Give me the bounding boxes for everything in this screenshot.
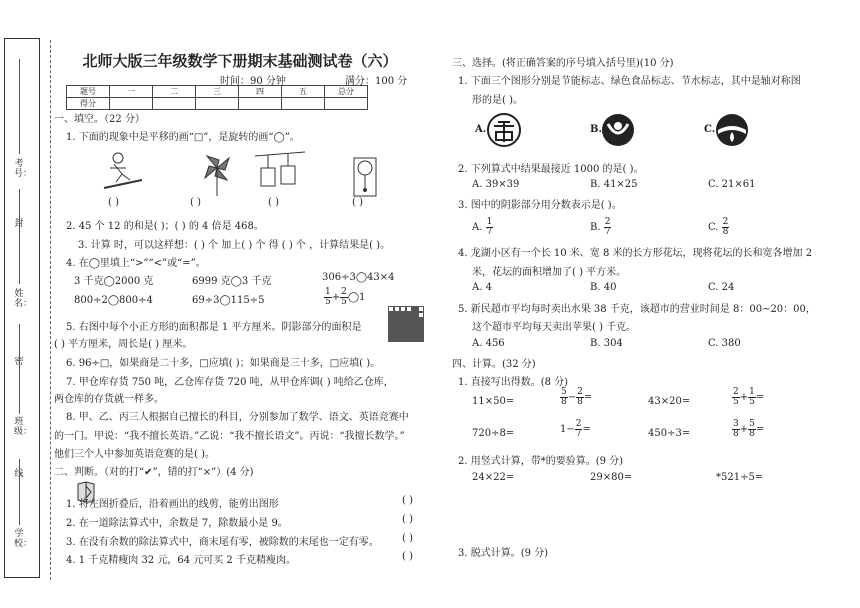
s1-q6: 6. 96÷□，如果商是二十多，□应填( )；如果商是三十多，□应填( )。 (66, 358, 381, 369)
s1-q7b: 两仓库的存货就一样多。 (54, 394, 164, 405)
q3-opt-a: A. $\frac{1}{7}$ (472, 217, 493, 237)
s3-q1a: 1. 下面三个图形分别是节能标志、绿色食品标志、节水标志，其中是轴对称图 (458, 76, 801, 87)
calc-8: $\frac{3}{8}$ + $\frac{5}{8}$ = (733, 419, 765, 439)
calc-3: 43×20= (648, 396, 691, 407)
s4-p1: 1. 直接写出得数。(8 分) (458, 377, 569, 388)
score-header-cell: 一 (110, 86, 153, 98)
q4-compare-2: 6999 克◯3 千克 (192, 276, 272, 287)
s3-q4b: 米，花坛的面积增加了( ) 平方米。 (472, 267, 627, 278)
q2-opt-c: C. 21×61 (708, 179, 756, 190)
exam-time: 时间：90 分钟 (220, 76, 286, 87)
banji-line (19, 324, 20, 414)
full-score: 满分：100 分 (345, 76, 408, 87)
judge-4-paren[interactable]: ( ) (402, 551, 413, 562)
q3-opt-b: B. $\frac{2}{7}$ (590, 217, 611, 237)
score-cell[interactable] (153, 98, 196, 110)
score-table (66, 85, 368, 110)
judge-3-paren[interactable]: ( ) (402, 533, 413, 544)
xuexiao-line (19, 459, 20, 525)
score-header-cell: 三 (196, 86, 239, 98)
q4-compare-1: 3 千克◯2000 克 (74, 276, 154, 287)
score-header-cell: 二 (153, 86, 196, 98)
score-cell[interactable] (325, 98, 368, 110)
q3-opt-c: C. $\frac{2}{8}$ (708, 217, 729, 237)
score-header-cell: 五 (282, 86, 325, 98)
vertical-1: 24×22= (472, 472, 515, 483)
score-header-cell: 题号 (67, 86, 110, 98)
label-xingming: 姓名： (14, 289, 33, 309)
binding-strip (4, 38, 40, 578)
q1-pictures (100, 150, 400, 198)
q5-opt-b: B. 304 (590, 338, 623, 349)
vertical-2: 29×80= (590, 472, 633, 483)
s1-q1: 1. 下面的现象中是平移的画“□”，是旋转的画“◯”。 (66, 132, 300, 143)
score-cell[interactable] (110, 98, 153, 110)
seal-dashed-line (50, 40, 51, 580)
q1-answer-4[interactable]: ( ) (352, 197, 363, 208)
label-banji: 班级： (14, 417, 33, 437)
judge-2: 2. 在一道除法算式中，余数是 7，除数最小是 9。 (66, 518, 288, 529)
q2-opt-b: B. 41×25 (590, 179, 638, 190)
section1-title: 一、填空。（22 分） (54, 114, 145, 125)
q4-compare-4: 800÷2◯800÷4 (74, 295, 153, 306)
xingming-line (19, 189, 20, 284)
judge-3: 3. 在没有余数的除法算式中，商末尾有零，被除数的末尾也一定有零。 (66, 537, 379, 548)
water-saving-logo-icon (714, 112, 750, 148)
score-row-label: 得分 (67, 98, 110, 110)
judge-4: 4. 1 千克精瘦肉 32 元，64 元可买 2 千克精瘦肉。 (66, 555, 296, 566)
label-mi: 密 (14, 357, 24, 367)
calc-2: $\frac{5}{8}$ − $\frac{2}{8}$ = (561, 387, 593, 407)
energy-saving-logo-icon (486, 112, 522, 148)
q4-opt-a: A. 4 (472, 282, 492, 293)
opt-c-label: C. (704, 124, 716, 135)
calc-5: 720÷8= (472, 428, 515, 439)
s1-q5a: 5. 右图中每个小正方形的面积都是 1 平方厘米。阴影部分的面积是 (66, 322, 362, 333)
q4-compare-5: 69÷3◯115÷5 (192, 295, 265, 306)
section2-title: 二、判断。（对的打“✔”，错的打“×”）(4 分) (54, 467, 254, 478)
section4-title: 四、计算。(32 分) (452, 359, 536, 370)
skier-icon (104, 153, 142, 188)
s4-p2: 2. 用竖式计算，带*的要验算。(9 分) (458, 456, 624, 467)
q4-opt-b: B. 40 (590, 282, 617, 293)
s1-q4: 4. 在◯里填上“>”“<”或“=”。 (66, 258, 206, 269)
judge-1-paren[interactable]: ( ) (402, 495, 413, 506)
s4-p3: 3. 脱式计算。(9 分) (458, 548, 549, 559)
calc-6: 1− $\frac{2}{7}$ = (560, 419, 591, 439)
opt-b-label: B. (590, 124, 602, 135)
judge-1: 1. 将左图折叠后，沿着画出的线剪，能剪出图形 (66, 499, 279, 510)
label-xuexiao: 学校： (14, 529, 33, 549)
pendulum-clock-icon (354, 158, 376, 196)
opt-a-label: A. (475, 124, 487, 135)
cable-car-icon (255, 152, 305, 186)
vertical-3: *521÷5= (716, 472, 764, 483)
score-cell[interactable] (196, 98, 239, 110)
q1-answer-1[interactable]: ( ) (108, 197, 119, 208)
s3-q4a: 4. 龙湖小区有一个长 10 米、宽 8 米的长方形花坛，现将花坛的长和宽各增加 2 (458, 248, 813, 259)
calc-7: 450÷3= (648, 428, 691, 439)
section3-title: 三、选择。(将正确答案的序号填入括号里)(10 分) (452, 58, 674, 69)
calc-1: 11×50= (472, 396, 515, 407)
q4-compare-6: $\frac{1}{5}$ + $\frac{2}{5}$ ◯1 (325, 287, 366, 307)
score-cell[interactable] (282, 98, 325, 110)
s1-q8c: 他们三个人中参加英语竞赛的是( )。 (54, 449, 215, 460)
score-header-cell: 总分 (325, 86, 368, 98)
q5-opt-a: A. 456 (472, 338, 505, 349)
label-xian: 线 (14, 469, 24, 479)
q4-compare-3: 306÷3◯43×4 (322, 272, 395, 283)
s3-q5b: 这个超市平均每天卖出苹果( ) 千克。 (472, 322, 637, 333)
q5-opt-c: C. 380 (708, 338, 741, 349)
judge-2-paren[interactable]: ( ) (402, 514, 413, 525)
s1-q3: 3. 计算 时，可以这样想：( ) 个 加上( ) 个 得 ( ) 个 ，计算结果是( )。 (78, 240, 391, 251)
label-feng: 封 (14, 219, 24, 229)
q2-opt-a: A. 39×39 (472, 179, 520, 190)
q1-answer-3[interactable]: ( ) (268, 197, 279, 208)
shaded-grid-figure (388, 306, 424, 342)
green-food-logo-icon (600, 112, 636, 148)
q1-answer-2[interactable]: ( ) (190, 197, 201, 208)
s1-q7a: 7. 甲仓库存货 750 吨，乙仓库存货 720 吨，从甲仓库调( ) 吨给乙仓库， (66, 377, 394, 388)
s3-q5a: 5. 新民超市平均每时卖出水果 38 千克，该超市的营业时间是 8：00~20：00， (458, 304, 816, 315)
q4-opt-c: C. 24 (708, 282, 735, 293)
s1-q2: 2. 45 个 12 的和是( )；( ) 的 4 倍是 468。 (66, 221, 264, 232)
s3-q3: 3. 图中的阴影部分用分数表示是( )。 (458, 200, 622, 211)
calc-4: $\frac{2}{5}$ + $\frac{1}{5}$ = (733, 387, 765, 407)
score-header-cell: 四 (239, 86, 282, 98)
label-kaohao: 考号： (14, 159, 33, 179)
s3-q2: 2. 下列算式中结果最接近 1000 的是( )。 (458, 164, 644, 175)
kaohao-line (19, 59, 20, 154)
s1-q5b: ( ) 平方厘米，周长是( ) 厘米。 (54, 339, 193, 350)
pinwheel-icon (205, 156, 229, 196)
score-cell[interactable] (239, 98, 282, 110)
s1-q8a: 8. 甲、乙、丙三人根据自己擅长的科目，分别参加了数学、语文、英语竞赛中 (66, 412, 409, 423)
s1-q8b: 的一门。甲说：“我不擅长英语。”乙说：“我不擅长语文”。丙说：“我擅长数学。” (54, 431, 405, 442)
s3-q1b: 形的是( )。 (472, 95, 523, 106)
page-title: 北师大版三年级数学下册期末基础测试卷（六） (82, 52, 398, 70)
